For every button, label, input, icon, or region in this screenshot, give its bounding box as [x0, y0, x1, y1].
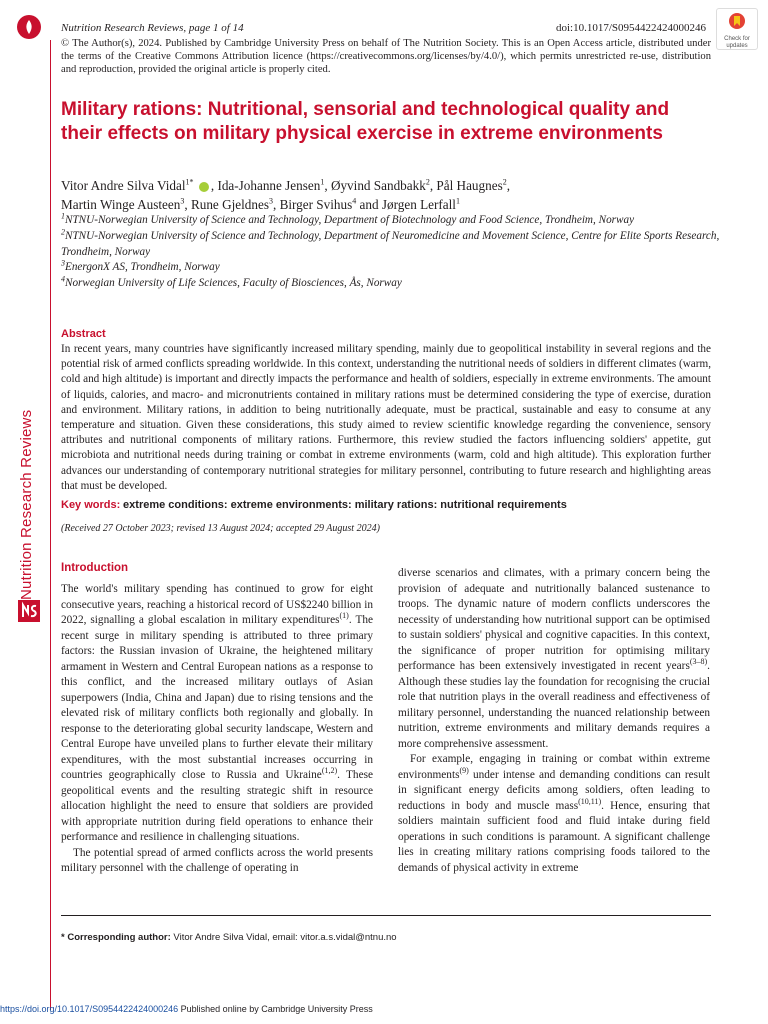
bookmark-icon	[728, 12, 746, 30]
keywords	[61, 499, 567, 511]
author-list	[61, 176, 721, 214]
citation[interactable]: (1,2)	[321, 766, 338, 776]
author-sup: 1	[320, 177, 325, 187]
check-for-updates-button[interactable]	[716, 8, 758, 50]
paragraph-text: . Although these studies lay the foundation for recognising the crucial role that nutrition plays in the overall readiness and effectiveness of military personnel, understanding the nuanced relationship between nutrition, extreme environments and military demands requires a more comprehensive assessment.	[398, 660, 710, 750]
affiliation-sup: 3	[61, 258, 65, 268]
author-name[interactable]: Martin Winge Austeen	[61, 197, 181, 212]
doi-link[interactable]: https://doi.org/10.1017/S0954422424000246	[0, 1004, 179, 1014]
author-sup: 3	[180, 196, 185, 206]
paragraph-text: . These geopolitical events and the resulting strategic shift in resource allocation highlight the need to ensure that soldiers are provided with appropriate nutrition during field operations to enhance their performance and resilience in challenging situations.	[61, 769, 373, 843]
affiliation-sup: 4	[61, 274, 65, 284]
author-name[interactable]: , Birger Svihus	[272, 197, 353, 212]
author-sup: 1*	[185, 177, 194, 187]
corresponding-author-footnote	[61, 932, 397, 943]
paragraph	[398, 752, 710, 876]
author-name[interactable]: , Pål Haugnes	[429, 178, 503, 193]
publisher-logo-icon	[17, 15, 41, 39]
paragraph-text: For example, engaging in training or combat within extreme environments	[398, 753, 710, 781]
paragraph	[61, 582, 373, 846]
affiliation-1	[61, 213, 721, 229]
author-separator: ,	[506, 178, 510, 193]
paragraph-text: . The recent surge in military spending is attributed to three primary factors: the Russian invasion of Ukraine, the heightened military armament in Western and Central European nations as a response to this conflict, and the increased military outlays of Asian superpowers (India, China and Japan) due to rising tensions and the elevated risk of military conflicts both regionally and globally. In response to the deteriorating global security landscape, Western and Central Europe have unveiled plans to further elevate their military expenditures, with the most substantial increases occurring in countries geographically close to Russia and Ukraine	[61, 614, 374, 781]
affiliation-text: Norwegian University of Life Sciences, Faculty of Biosciences, Ås, Norway	[65, 277, 402, 289]
abstract-heading: Abstract	[61, 328, 106, 340]
bottom-publication-line	[0, 1004, 373, 1014]
doi-header[interactable]: doi:10.1017/S0954422424000246	[555, 22, 706, 34]
citation[interactable]: (9)	[459, 765, 469, 775]
paragraph-text: The world's military spending has continued to grow for eight consecutive years, reaching a historical record of US$2240 billion in 2022, signalling a global escalation in military expenditures	[61, 583, 373, 626]
affiliation-text: NTNU-Norwegian University of Science and Technology, Department of Neuromedicine and Movement Science, Centre for Elite Sports Research, Trondheim, Norway	[61, 230, 720, 258]
affiliation-text: EnergonX AS, Trondheim, Norway	[65, 261, 220, 273]
published-online-text: Published online by Cambridge University Press	[178, 1004, 373, 1014]
ns-logo-icon	[16, 598, 42, 624]
footnote-label: * Corresponding author:	[61, 932, 171, 943]
citation[interactable]: (10,11)	[578, 796, 602, 806]
footnote-rule	[61, 915, 711, 916]
journal-header: Nutrition Research Reviews, page 1 of 14	[61, 22, 244, 34]
citation[interactable]: (3–8)	[689, 657, 708, 667]
check-for-updates-label: Check for updates	[724, 36, 750, 49]
orcid-icon[interactable]	[199, 182, 209, 192]
author-name[interactable]: , Rune Gjeldnes	[184, 197, 269, 212]
article-title: Military rations: Nutritional, sensorial and technological quality and their effects on military physical exercise in extreme environments	[61, 99, 670, 144]
affiliation-sup: 2	[61, 227, 65, 237]
author-sup: 2	[425, 177, 430, 187]
right-column	[398, 566, 710, 876]
affiliation-4	[61, 276, 721, 292]
footnote-text: Vitor Andre Silva Vidal, email: vitor.a.s.vidal@ntnu.no	[170, 932, 397, 943]
affiliation-text: NTNU-Norwegian University of Science and Technology, Department of Biotechnology and Food Science, Trondheim, Norway	[65, 214, 635, 226]
copyright-notice: © The Author(s), 2024. Published by Cambridge University Press on behalf of The Nutrition Society. This is an Open Access article, distributed under the terms of the Creative Commons Attribution licence (https://creativecommons.org/licenses/by/4.0/), which permits unrestricted re-use, distribution and reproduction, provided the original article is properly cited.	[61, 38, 711, 75]
paragraph	[398, 566, 710, 752]
author-sup: 1	[455, 196, 460, 206]
author-sup: 3	[268, 196, 273, 206]
author-name[interactable]: , Ida-Johanne Jensen	[210, 178, 321, 193]
left-column	[61, 582, 373, 877]
keywords-label: Key words:	[61, 499, 121, 511]
introduction-heading: Introduction	[61, 562, 129, 574]
side-journal-name: Nutrition Research Reviews	[18, 409, 35, 600]
received-dates: (Received 27 October 2023; revised 13 August 2024; accepted 29 August 2024)	[61, 523, 380, 534]
paragraph-text: The potential spread of armed conflicts across the world presents military personnel with the challenge of operating in	[61, 846, 373, 874]
author-name[interactable]: Vitor Andre Silva Vidal	[61, 178, 186, 193]
margin-rule	[50, 40, 51, 1010]
author-name[interactable]: , Øyvind Sandbakk	[324, 178, 426, 193]
paragraph-text: . Hence, ensuring that soldiers maintain sufficient food and fluid intake during field operations in such conditions is paramount. A significant challenge lies in creating military rations comprising foods tailored to the demands of physical activity in extreme	[398, 799, 710, 874]
author-sup: 2	[502, 177, 507, 187]
affiliation-3	[61, 260, 721, 276]
author-name[interactable]: and Jørgen Lerfall	[356, 197, 456, 212]
paragraph-text: diverse scenarios and climates, with a primary concern being the provision of adequate and nutritionally balanced sustenance to troops. The dynamic nature of modern conflicts underscores the necessity of understanding how nutritional support can be optimised to sustain soldiers' physical and cognitive capacities. In this context, the significance of proper nutrition for optimising military performance has been extensively investigated in recent years	[398, 567, 710, 672]
affiliation-2	[61, 229, 721, 260]
affiliation-sup: 1	[61, 211, 65, 221]
keywords-text: extreme conditions: extreme environments: military rations: nutritional requirements	[123, 499, 567, 511]
paragraph-text: under intense and demanding conditions can result in significant energy deficits among soldiers, often leading to reductions in body and muscle mass	[398, 768, 710, 812]
abstract-body: In recent years, many countries have significantly increased military spending, mainly due to geopolitical instability in several regions and the potential risk of armed conflicts spreading worldwide. In this context, understanding the nutritional needs of soldiers in different climates (warm, cold and high altitude) is important and directly impacts the performance and health of soldiers, especially in extreme environments. The amount of liquids, calories, and macro- and micronutrients contained in military rations must be determined considering the type of exercise, duration and environment. Military rations, in addition to being nutritionally adequate, must be practical, sustainable and easy to consume at any temperature and situation. Given these considerations, this study aimed to review scientific knowledge regarding the convenience, sensory attributes and nutritional components of military rations. Furthermore, this review studied the factors influencing soldiers' appetite, gut microbiota and nutritional needs during training or combat in extreme environments (warm, cold and high altitude). This exploration further advances our understanding of contemporary nutritional strategies for military personnel, contributing to future research and highlighting areas that must be developed.	[61, 343, 711, 492]
paragraph	[61, 846, 373, 877]
author-sup: 4	[352, 196, 357, 206]
citation[interactable]: (1)	[339, 611, 349, 621]
